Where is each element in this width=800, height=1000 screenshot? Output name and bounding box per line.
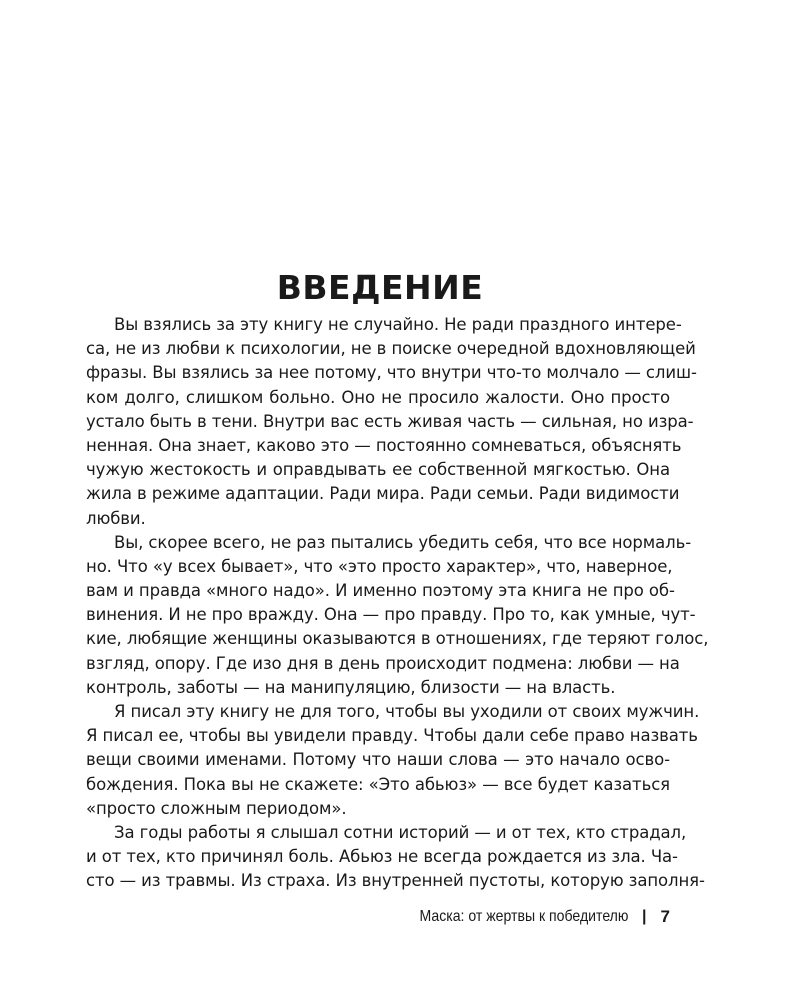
text-line: и от тех, кто причинял боль. Абьюз не всегда рождается из зла. Ча- <box>86 847 678 867</box>
text-line: «просто сложным периодом». <box>86 798 347 818</box>
page-number: 7 <box>660 907 670 926</box>
text-line: За годы работы я слышал сотни историй — и от тех, кто страдал, <box>114 822 687 842</box>
text-line: Вы взялись за эту книгу не случайно. Не ради праздного интере- <box>114 315 682 334</box>
running-footer <box>391 906 670 928</box>
text-line: Я писал эту книгу не для того, чтобы вы уходили от своих мужчин. <box>114 702 700 721</box>
text-line: взгляд, опору. Где изо дня в день происходит подмена: любви — на <box>86 653 680 673</box>
text-line: вещи своими именами. Потому что наши слова — это начало осво- <box>86 750 670 770</box>
footer-separator: | <box>642 908 647 925</box>
text-line: бождения. Пока вы не скажете: «Это абьюз» — все будет казаться <box>86 774 670 794</box>
text-line: контроль, заботы — на манипуляцию, близости — на власть. <box>86 677 616 697</box>
text-line: чужую жестокость и оправдывать ее собственной мягкостью. Она <box>86 460 670 480</box>
body-text <box>86 313 709 894</box>
text-line: ком долго, слишком больно. Оно не просило жалости. Оно просто <box>86 387 670 407</box>
book-title: Маска: от жертвы к победителю <box>419 908 629 925</box>
text-line: устало быть в тени. Внутри вас есть живая часть — сильная, но изра- <box>86 411 694 431</box>
text-line: жила в режиме адаптации. Ради мира. Ради семьи. Ради видимости <box>86 484 680 504</box>
text-line: фразы. Вы взялись за нее потому, что внутри что-то молчало — слиш- <box>86 363 697 383</box>
text-line: Вы, скорее всего, не раз пытались убедить себя, что все нормаль- <box>114 532 692 552</box>
text-line: ненная. Она знает, каково это — постоянно сомневаться, объяснять <box>86 435 682 455</box>
text-line: сто — из травмы. Из страха. Из внутренней пустоты, которую заполня- <box>86 871 705 891</box>
chapter-title: ВВЕДЕНИЕ <box>276 268 484 307</box>
text-line: вам и правда «много надо». И именно поэтому эта книга не про об- <box>86 581 675 601</box>
text-line: любви. <box>86 508 146 528</box>
text-line: Я писал ее, чтобы вы увидели правду. Чтобы дали себе право назвать <box>86 726 698 746</box>
text-line: кие, любящие женщины оказываются в отношениях, где теряют голос, <box>86 629 709 649</box>
text-line: са, не из любви к психологии, не в поиске очередной вдохновляющей <box>86 339 696 359</box>
text-line: винения. И не про вражду. Она — про правду. Про то, как умные, чут- <box>86 605 696 625</box>
text-line: но. Что «у всех бывает», что «это просто характер», что, наверное, <box>86 556 673 576</box>
